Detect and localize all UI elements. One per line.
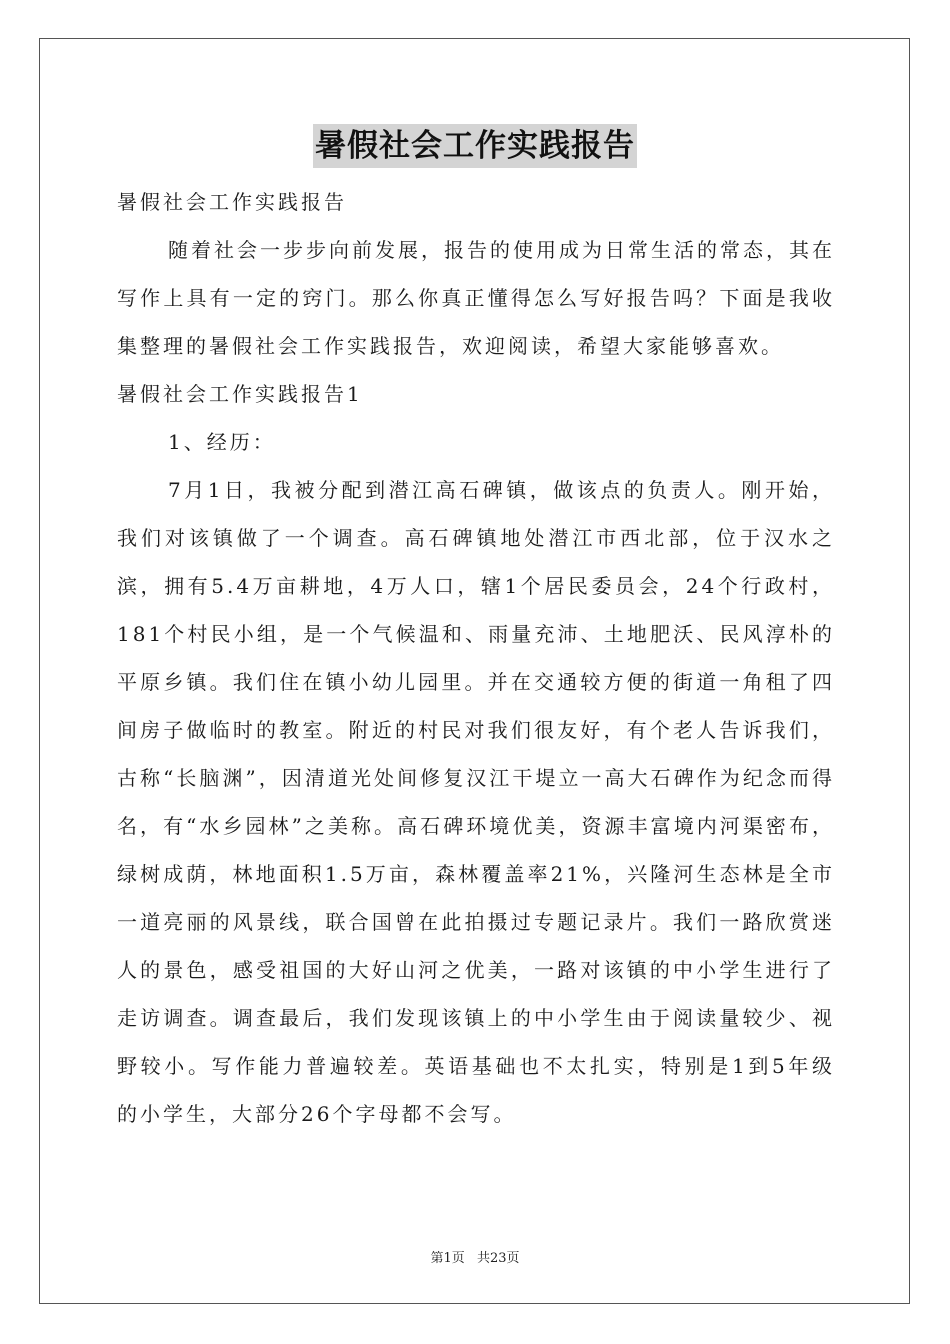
document-title: 暑假社会工作实践报告 bbox=[313, 124, 637, 168]
title-wrap bbox=[0, 124, 950, 168]
item-heading: 1、经历： bbox=[168, 430, 276, 454]
document-subtitle: 暑假社会工作实践报告 bbox=[117, 190, 347, 214]
intro-paragraph: 随着社会一步步向前发展，报告的使用成为日常生活的常态，其在写作上具有一定的窍门。那么你真正懂得怎么写好报告吗？下面是我收集整理的暑假社会工作实践报告，欢迎阅读，希望大家能够喜欢。 bbox=[117, 238, 835, 358]
section-heading: 暑假社会工作实践报告1 bbox=[117, 382, 363, 406]
document-body bbox=[117, 178, 835, 1138]
page-footer bbox=[0, 1247, 950, 1266]
body-paragraph: 7月1日，我被分配到潜江高石碑镇，做该点的负责人。刚开始，我们对该镇做了一个调查。高石碑镇地处潜江市西北部，位于汉水之滨，拥有5.4万亩耕地，4万人口，辖1个居民委员会，24个行政村，181个村民小组，是一个气候温和、雨量充沛、土地肥沃、民风淳朴的平原乡镇。我们住在镇小幼儿园里。并在交通较方便的街道一角租了四间房子做临时的教室。附近的村民对我们很友好，有个老人告诉我们，古称“长脑渊”，因清道光处间修复汉江干堤立一高大石碑作为纪念而得名，有“水乡园林”之美称。高石碑环境优美，资源丰富境内河渠密布，绿树成荫，林地面积1.5万亩，森林覆盖率21%，兴隆河生态林是全市一道亮丽的风景线，联合国曾在此拍摄过专题记录片。我们一路欣赏迷人的景色，感受祖国的大好山河之优美，一路对该镇的中小学生进行了走访调查。调查最后，我们发现该镇上的中小学生由于阅读量较少、视野较小。写作能力普遍较差。英语基础也不太扎实，特别是1到5年级的小学生，大部分26个字母都不会写。 bbox=[117, 478, 835, 1126]
page-total: 共23页 bbox=[476, 1251, 520, 1266]
page-number: 第1页 bbox=[430, 1251, 465, 1266]
